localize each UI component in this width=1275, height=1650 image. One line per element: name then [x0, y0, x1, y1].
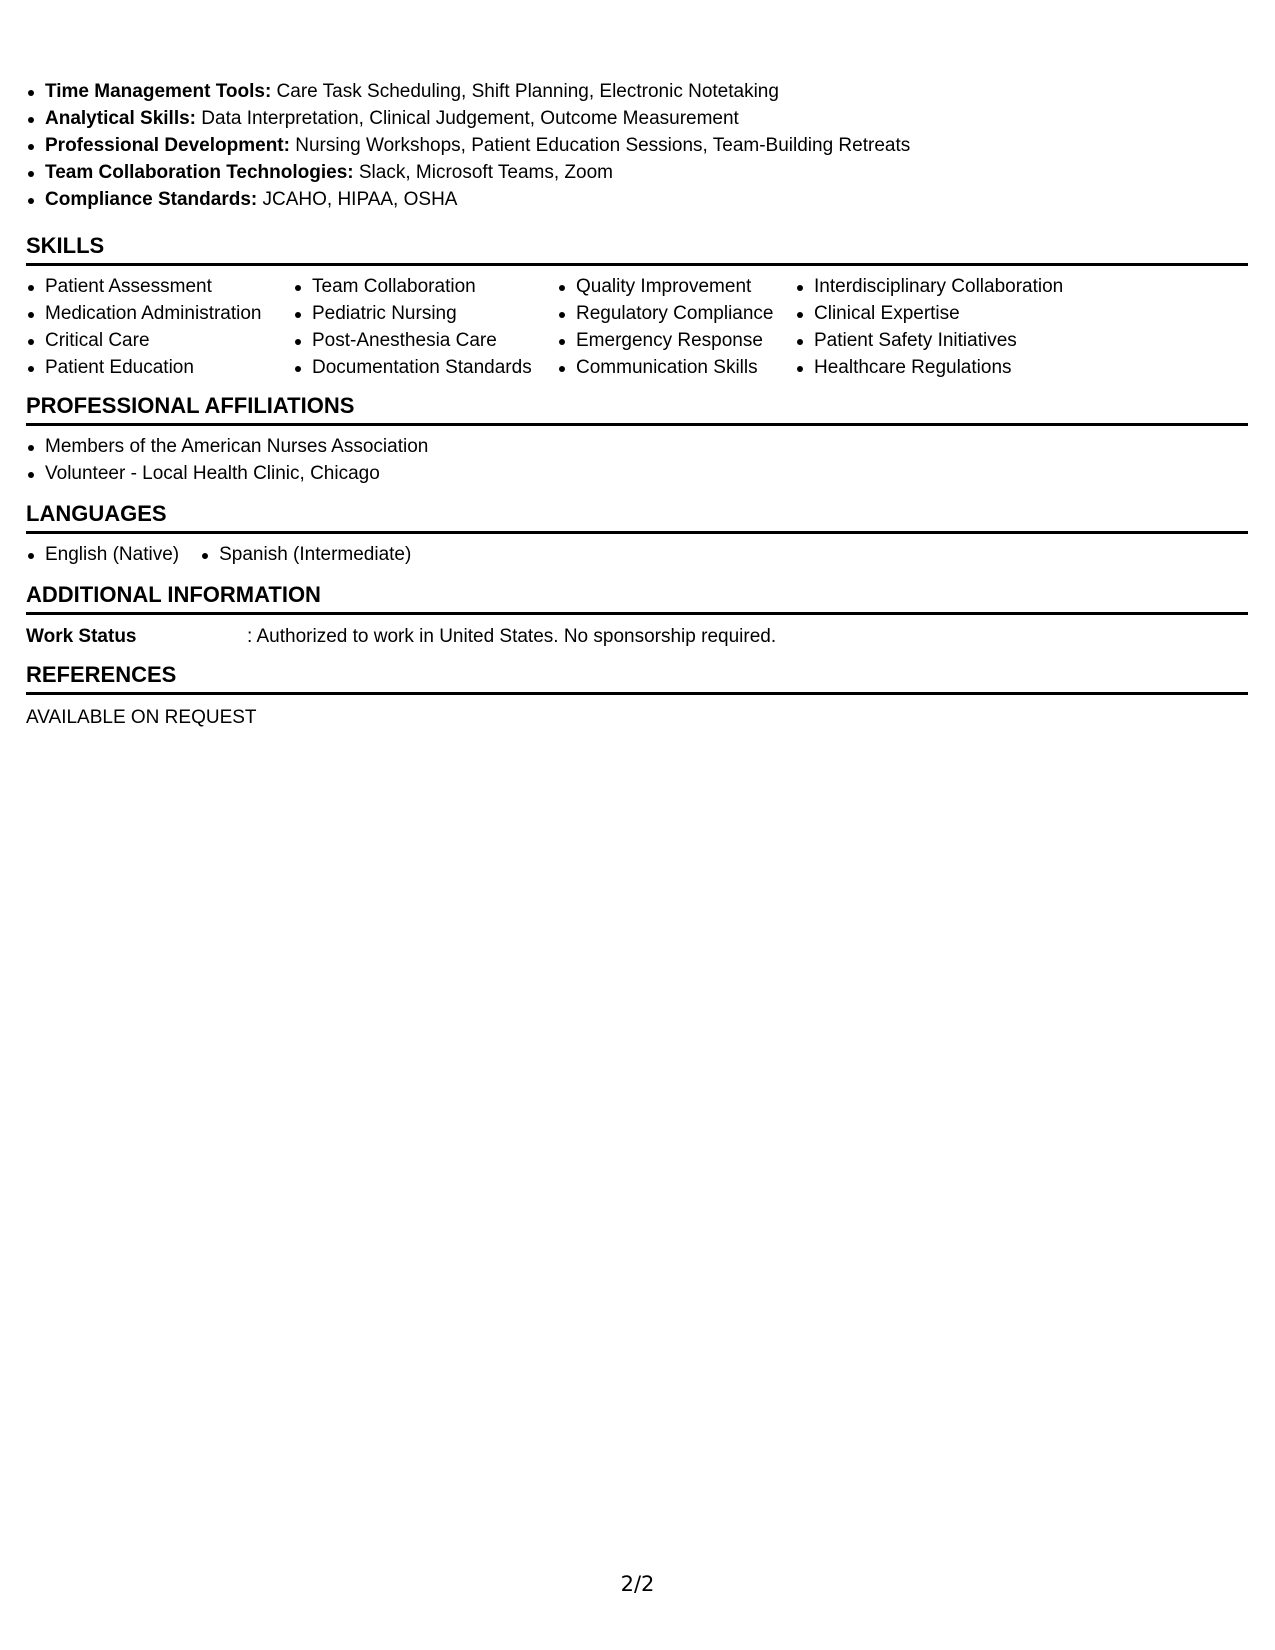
skill-item: Clinical Expertise [795, 300, 1095, 327]
skill-item: Team Collaboration [293, 273, 557, 300]
skill-item: Regulatory Compliance [557, 300, 795, 327]
page-number: 2/2 [620, 1572, 655, 1596]
item-lead: Time Management Tools: [45, 81, 272, 102]
skill-item: Medication Administration [26, 300, 293, 327]
skill-item: Critical Care [26, 327, 293, 354]
languages-heading: LANGUAGES [26, 501, 1248, 534]
list-item [26, 159, 1248, 186]
affiliations-list [26, 433, 1248, 487]
list-item [26, 186, 1248, 213]
references-text: AVAILABLE ON REQUEST [26, 707, 257, 728]
skills-column [26, 273, 293, 381]
skill-item: Patient Assessment [26, 273, 293, 300]
skill-item: Emergency Response [557, 327, 795, 354]
skills-heading: SKILLS [26, 233, 1248, 266]
work-status-row [26, 623, 1248, 650]
additional-info-heading: ADDITIONAL INFORMATION [26, 582, 1248, 615]
language-item: English (Native) [26, 541, 179, 568]
affiliation-item: Members of the American Nurses Association [26, 433, 1248, 460]
list-item [26, 78, 1248, 105]
skills-column [795, 273, 1095, 381]
skills-column [293, 273, 557, 381]
item-text: Care Task Scheduling, Shift Planning, Electronic Notetaking [271, 81, 779, 102]
resume-page [26, 78, 1248, 731]
skill-item: Patient Safety Initiatives [795, 327, 1095, 354]
work-status-label: Work Status [26, 626, 137, 647]
language-group [200, 541, 432, 568]
item-text: Nursing Workshops, Patient Education Sessions, Team-Building Retreats [289, 135, 911, 156]
skill-item: Interdisciplinary Collaboration [795, 273, 1095, 300]
list-item [26, 105, 1248, 132]
languages-list [26, 541, 1248, 568]
work-status-value: : Authorized to work in United States. No sponsorship required. [247, 626, 777, 647]
affiliations-heading: PROFESSIONAL AFFILIATIONS [26, 393, 1248, 426]
item-text: Slack, Microsoft Teams, Zoom [353, 162, 613, 183]
item-lead: Professional Development: [45, 135, 290, 156]
skill-item: Quality Improvement [557, 273, 795, 300]
item-lead: Analytical Skills: [45, 108, 197, 129]
technical-details-list [26, 78, 1248, 213]
skill-item: Post-Anesthesia Care [293, 327, 557, 354]
skill-item: Communication Skills [557, 354, 795, 381]
item-lead: Compliance Standards: [45, 189, 258, 210]
language-group [26, 541, 200, 568]
list-item [26, 132, 1248, 159]
references-heading: REFERENCES [26, 662, 1248, 695]
affiliation-item: Volunteer - Local Health Clinic, Chicago [26, 460, 1248, 487]
item-lead: Team Collaboration Technologies: [45, 162, 354, 183]
language-item: Spanish (Intermediate) [200, 541, 411, 568]
item-text: JCAHO, HIPAA, OSHA [257, 189, 458, 210]
skill-item: Patient Education [26, 354, 293, 381]
item-text: Data Interpretation, Clinical Judgement, Outcome Measurement [196, 108, 739, 129]
skills-grid [26, 273, 1248, 381]
skill-item: Pediatric Nursing [293, 300, 557, 327]
skill-item: Documentation Standards [293, 354, 557, 381]
skill-item: Healthcare Regulations [795, 354, 1095, 381]
skills-column [557, 273, 795, 381]
